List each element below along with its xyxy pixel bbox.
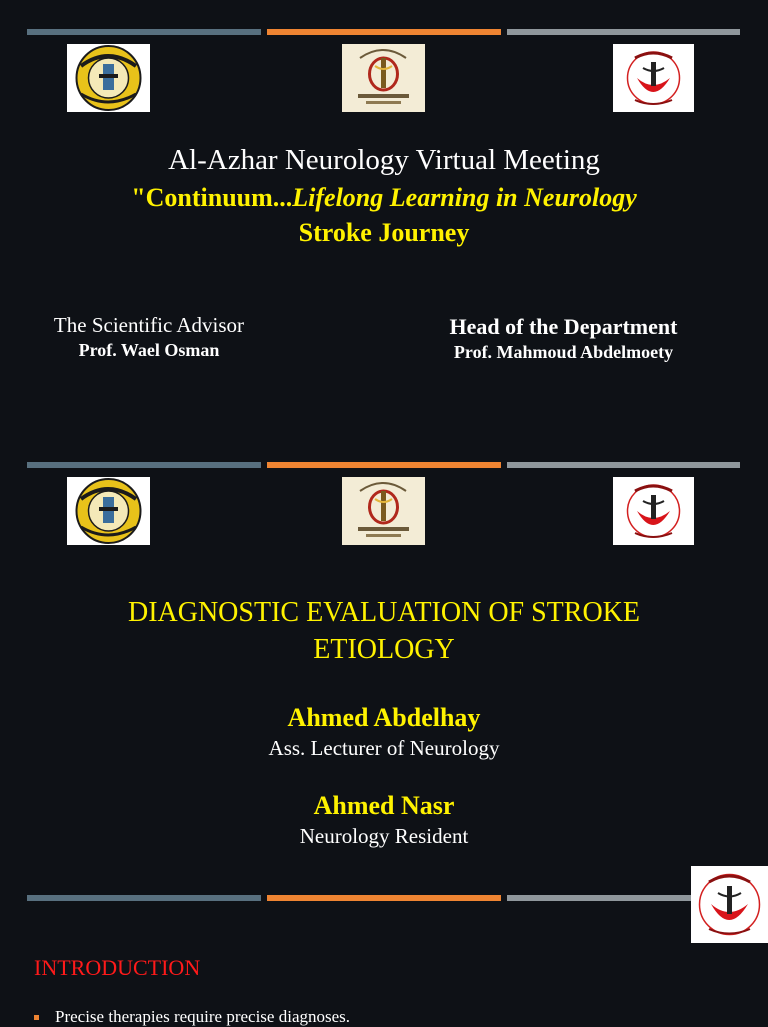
slide-presentation-title — [0, 440, 768, 880]
medicine-faculty-red-emblem — [691, 866, 768, 943]
department-head-role: Head of the Department — [449, 314, 678, 339]
al-azhar-university-logo — [67, 44, 150, 112]
meeting-topic: Stroke Journey — [298, 218, 470, 247]
accent-bar-blue — [27, 462, 261, 468]
bullet-list — [34, 1007, 350, 1027]
accent-bar-gray — [507, 29, 740, 35]
faculty-of-medicine-logo — [342, 44, 425, 112]
section-heading: INTRODUCTION — [34, 955, 201, 980]
presentation-title-line2: ETIOLOGY — [313, 634, 455, 665]
slide-title-meeting — [0, 0, 768, 440]
author1-role: Ass. Lecturer of Neurology — [268, 736, 500, 760]
author1-name: Ahmed Abdelhay — [287, 703, 481, 732]
subtitle-italic: Lifelong Learning in Neurology — [292, 183, 637, 212]
accent-bar-orange — [267, 29, 501, 35]
meeting-subtitle — [0, 183, 768, 213]
accent-bar-blue — [27, 895, 261, 901]
subtitle-prefix: "Continuum... — [131, 183, 293, 212]
author2-role: Neurology Resident — [299, 824, 469, 848]
bullet-text: Precise therapies require precise diagnoses. — [55, 1007, 351, 1026]
accent-bar-gray — [507, 462, 740, 468]
author2-name: Ahmed Nasr — [313, 791, 455, 820]
department-head-name: Prof. Mahmoud Abdelmoety — [453, 342, 674, 362]
faculty-of-medicine-logo — [342, 477, 425, 545]
scientific-advisor-role: The Scientific Advisor — [53, 313, 245, 337]
scientific-advisor-block — [30, 313, 268, 361]
department-head-block — [422, 314, 705, 363]
presentation-title — [0, 594, 768, 668]
accent-bar-orange — [267, 895, 501, 901]
slide-introduction — [0, 880, 768, 1024]
accent-bar-blue — [27, 29, 261, 35]
list-item — [34, 1007, 350, 1027]
medicine-faculty-red-emblem — [613, 477, 694, 545]
al-azhar-university-logo — [67, 477, 150, 545]
accent-bar-orange — [267, 462, 501, 468]
bullet-square-icon — [34, 1015, 39, 1020]
medicine-faculty-red-emblem — [613, 44, 694, 112]
scientific-advisor-name: Prof. Wael Osman — [78, 340, 220, 360]
presentation-title-line1: DIAGNOSTIC EVALUATION OF STROKE — [127, 597, 641, 628]
meeting-title: Al-Azhar Neurology Virtual Meeting — [168, 144, 600, 176]
